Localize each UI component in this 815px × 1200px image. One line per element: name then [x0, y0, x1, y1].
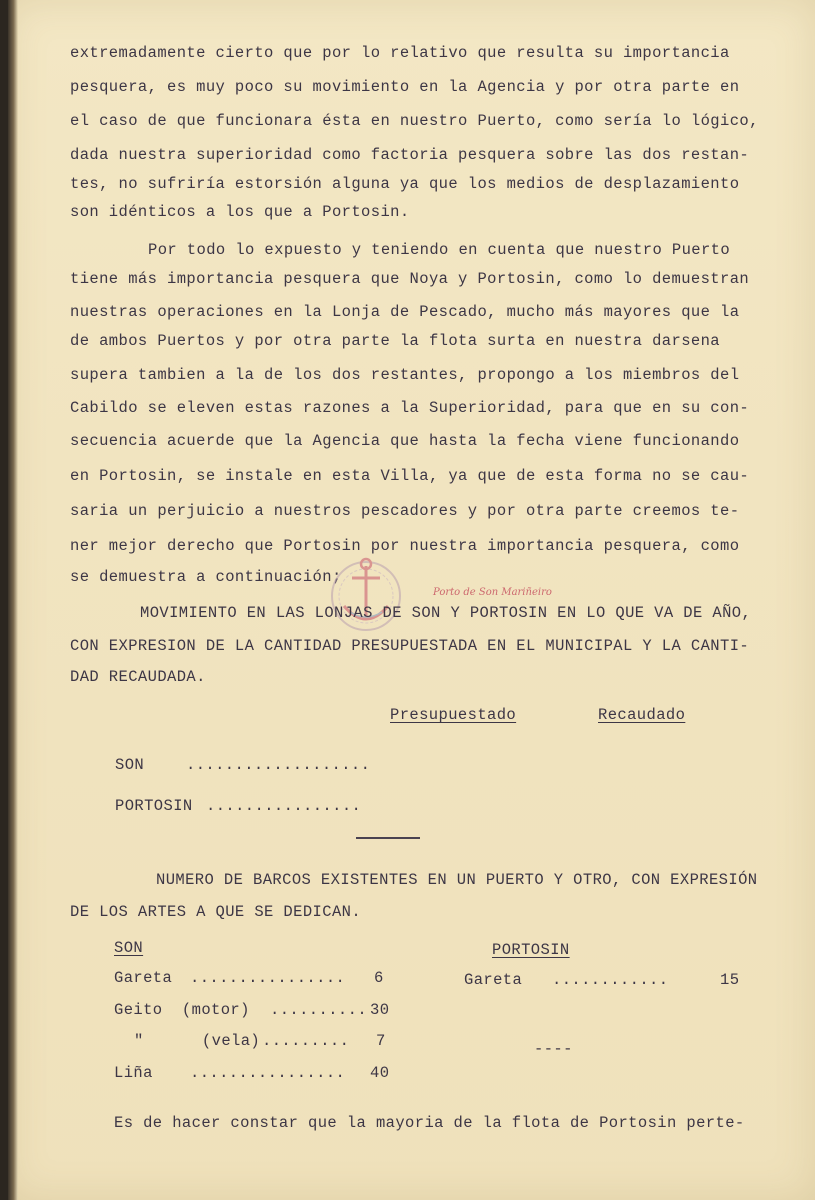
separator: ----: [534, 1040, 573, 1058]
son-row-label: Liña: [114, 1064, 153, 1082]
text-line: son idénticos a los que a Portosin.: [70, 203, 410, 221]
text-line: el caso de que funcionara ésta en nuestro Puerto, como sería lo lógico,: [70, 112, 759, 130]
text-line: nuestras operaciones en la Lonja de Pescado, mucho más mayores que la: [70, 303, 740, 321]
document-page: [8, 0, 815, 1200]
column-header-recaudado: Recaudado: [598, 706, 686, 724]
text-line: secuencia acuerde que la Agencia que hasta la fecha viene funcionando: [70, 432, 740, 450]
text-line: dada nuestra superioridad como factoria pesquera sobre las dos restan-: [70, 146, 750, 164]
portosin-row-label: Gareta: [464, 971, 523, 989]
section-heading: CON EXPRESION DE LA CANTIDAD PRESUPUESTADA EN EL MUNICIPAL Y LA CANTI-: [70, 637, 750, 655]
text-line: de ambos Puertos y por otra parte la flota surta en nuestra darsena: [70, 332, 721, 350]
son-row-label: " (vela): [134, 1032, 261, 1050]
text-line: Por todo lo expuesto y teniendo en cuenta que nuestro Puerto: [148, 241, 731, 259]
dot-leader: ...................: [186, 756, 371, 774]
table-row-label: PORTOSIN: [115, 797, 193, 815]
table-row-label: SON: [115, 756, 145, 774]
section-heading: DE LOS ARTES A QUE SE DEDICAN.: [70, 903, 362, 921]
text-line: en Portosin, se instale en esta Villa, ya que de esta forma no se cau-: [70, 467, 750, 485]
text-line: se demuestra a continuación;: [70, 568, 342, 586]
son-row-value: 6: [374, 969, 384, 987]
portosin-title: PORTOSIN: [492, 941, 570, 959]
section-heading: DAD RECAUDADA.: [70, 668, 206, 686]
son-row-value: 30: [370, 1001, 390, 1019]
text-line: ner mejor derecho que Portosin por nuestra importancia pesquera, como: [70, 537, 740, 555]
dot-leader: ..........: [270, 1001, 368, 1019]
text-line: Es de hacer constar que la mayoria de la flota de Portosin perte-: [114, 1114, 745, 1132]
dot-leader: ................: [206, 797, 362, 815]
text-line: pesquera, es muy poco su movimiento en la Agencia y por otra parte en: [70, 78, 740, 96]
son-title: SON: [114, 939, 144, 957]
column-header-presupuestado: Presupuestado: [390, 706, 517, 724]
text-line: Cabildo se eleven estas razones a la Superioridad, para que en su con-: [70, 399, 750, 417]
son-row-value: 7: [376, 1032, 386, 1050]
son-row-value: 40: [370, 1064, 390, 1082]
son-row-label: Gareta: [114, 969, 173, 987]
text-line: supera tambien a la de los dos restantes, propongo a los miembros del: [70, 366, 740, 384]
text-line: extremadamente cierto que por lo relativo que resulta su importancia: [70, 44, 730, 62]
stamp-text: Porto de Son Mariñeiro: [433, 587, 552, 598]
section-heading: MOVIMIENTO EN LAS LONJAS DE SON Y PORTOSIN EN LO QUE VA DE AÑO,: [140, 604, 752, 622]
section-heading: NUMERO DE BARCOS EXISTENTES EN UN PUERTO Y OTRO, CON EXPRESIÓN: [156, 871, 758, 889]
text-line: tes, no sufriría estorsión alguna ya que los medios de desplazamiento: [70, 175, 740, 193]
dot-leader: ................: [190, 969, 346, 987]
portosin-row-value: 15: [720, 971, 740, 989]
separator: [356, 837, 420, 839]
son-row-label: Geito (motor): [114, 1001, 250, 1019]
text-line: saria un perjuicio a nuestros pescadores y por otra parte creemos te-: [70, 502, 740, 520]
page-edge: [8, 0, 18, 1200]
dot-leader: ............: [552, 971, 669, 989]
text-line: tiene más importancia pesquera que Noya y Portosin, como lo demuestran: [70, 270, 750, 288]
dot-leader: ................: [190, 1064, 346, 1082]
dot-leader: .........: [262, 1032, 350, 1050]
